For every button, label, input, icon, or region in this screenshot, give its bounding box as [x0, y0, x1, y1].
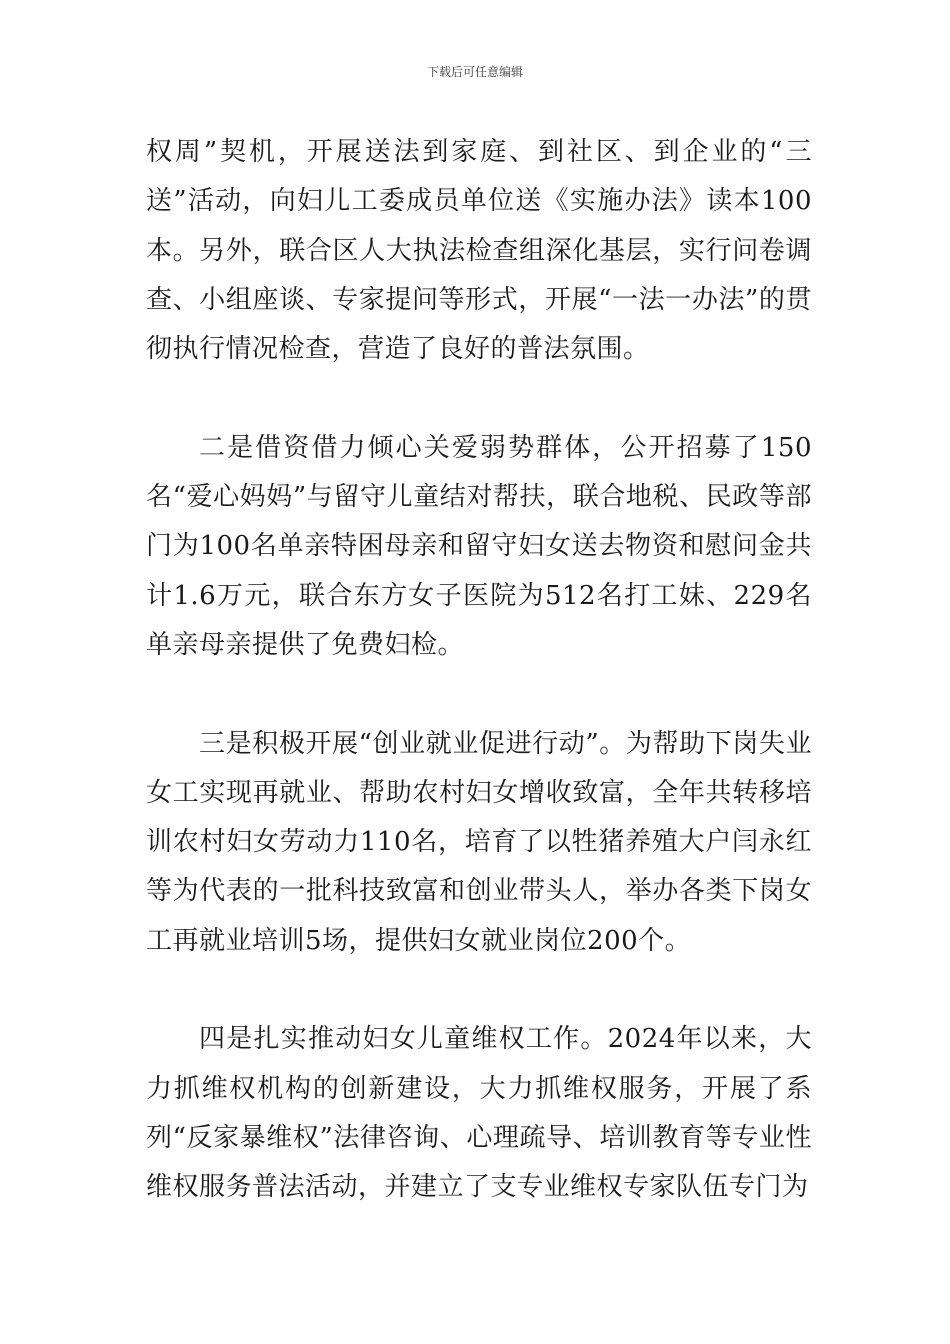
paragraph-continuation: 权周”契机，开展送法到家庭、到社区、到企业的“三送”活动，向妇儿工委成员单位送《实施办法》读本100本。另外，联合区人大执法检查组深化基层，实行问卷调查、小组座谈、专家提问等形式，开展“一法一办法”的贯彻执行情况检查，营造了良好的普法氛围。: [146, 137, 812, 365]
paragraph-two: 二是借资借力倾心关爱弱势群体，公开招募了150名“爱心妈妈”与留守儿童结对帮扶，联合地税、民政等部门为100名单亲特困母亲和留守妇女送去物资和慰问金共计1.6万元，联合东方女子医院为512名打工妹、229名单亲母亲提供了免费妇检。: [146, 432, 812, 660]
page-header: 下载后可任意编辑: [426, 65, 523, 79]
paragraph-four: 四是扎实推动妇女儿童维权工作。2024年以来，大力抓维权机构的创新建设，大力抓维权服务，开展了系列“反家暴维权”法律咨询、心理疏导、培训教育等专业性维权服务普法活动，并建立了支专业维权专家队伍专门为: [146, 1024, 812, 1203]
document-body: [146, 128, 812, 1213]
paragraph-three: 三是积极开展“创业就业促进行动”。为帮助下岗失业女工实现再就业、帮助农村妇女增收致富，全年共转移培训农村妇女劳动力110名，培育了以牲猪养殖大户闫永红等为代表的一批科技致富和创业带头人，举办各类下岗女工再就业培训5场，提供妇女就业岗位200个。: [146, 728, 812, 956]
